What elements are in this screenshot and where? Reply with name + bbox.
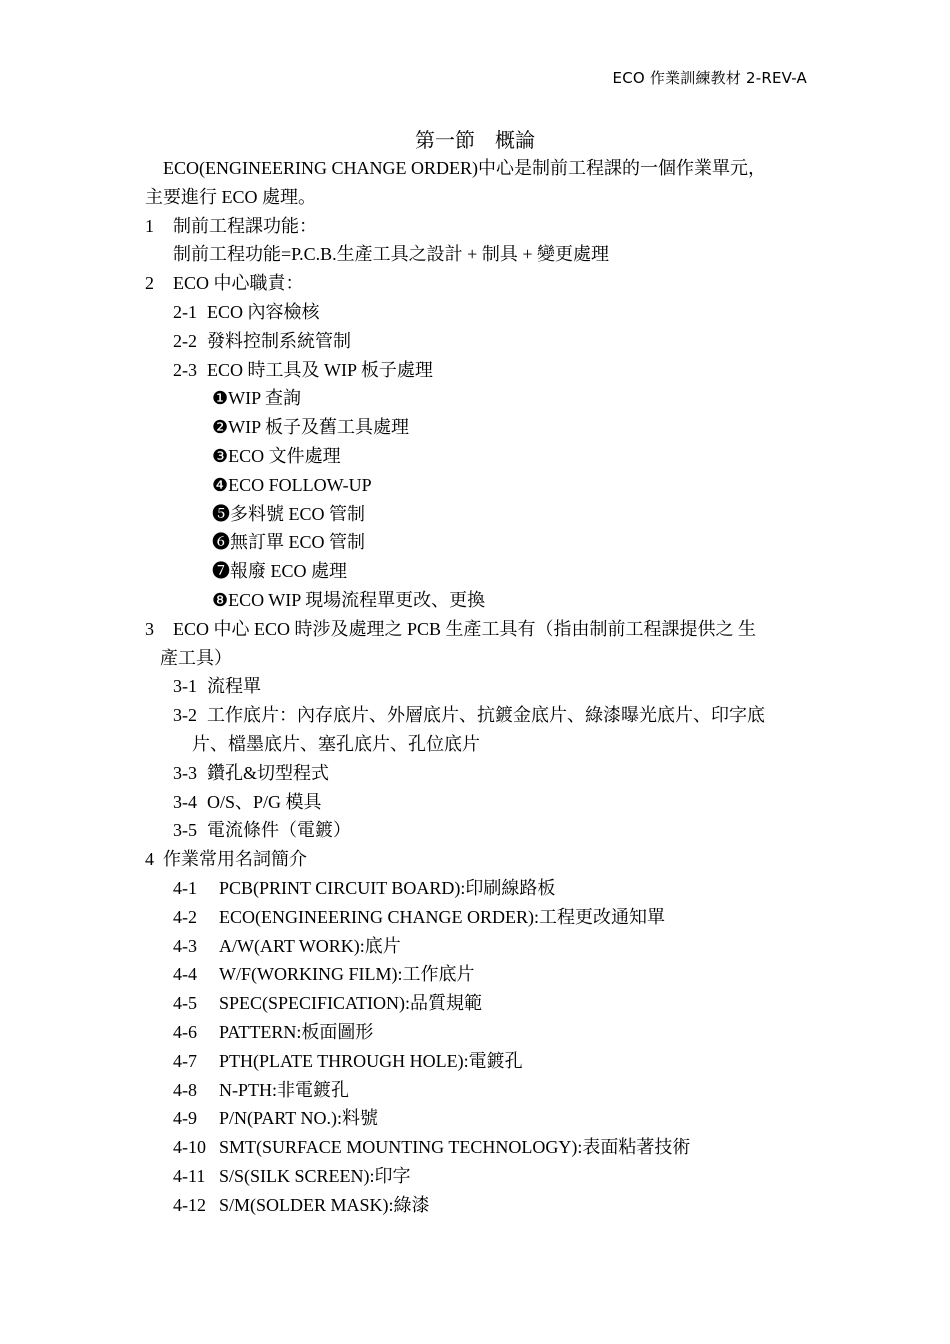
sub-list-item: ❼報廢 ECO 處理 [212, 561, 347, 582]
section-heading-text: 制前工程課功能： [173, 215, 317, 236]
section-3-heading-cont: 產工具） [160, 647, 232, 668]
section-4-heading [145, 845, 805, 874]
list-item: 3-1 流程單 [173, 676, 261, 697]
section-title: 第一節 概論 [415, 128, 535, 152]
section-heading-text: 作業常用名詞簡介 [163, 849, 307, 870]
list-item: 4-4 W/F(WORKING FILM):工作底片 [173, 964, 475, 985]
list-item: 4-9 P/N(PART NO.):料號 [173, 1108, 378, 1129]
list-item: 3-2 工作底片：內存底片、外層底片、抗鍍金底片、綠漆曝光底片、印字底 [173, 705, 765, 726]
section-heading-text: ECO 中心 ECO 時涉及處理之 PCB 生產工具有（指由制前工程課提供之 生 [173, 618, 757, 639]
list-item: 2-1 ECO 內容檢核 [173, 301, 320, 322]
sub-list-item: ❻無訂單 ECO 管制 [212, 532, 365, 553]
list-item: 3-5 電流條件（電鍍） [173, 820, 351, 841]
list-item: 3-3 鑽孔&切型程式 [173, 762, 330, 783]
list-item: 4-1 PCB(PRINT CIRCUIT BOARD):印刷線路板 [173, 877, 556, 898]
list-item: 4-12 S/M(SOLDER MASK):綠漆 [173, 1194, 430, 1215]
sub-list-item: ❷WIP 板子及舊工具處理 [212, 417, 409, 438]
section-number: 1 [145, 215, 154, 236]
list-item: 4-10 SMT(SURFACE MOUNTING TECHNOLOGY):表面粘著技術 [173, 1137, 691, 1158]
list-item: 4-2 ECO(ENGINEERING CHANGE ORDER):工程更改通知單 [173, 906, 665, 927]
sub-list-item: ❺多料號 ECO 管制 [212, 503, 365, 524]
list-item: 4-3 A/W(ART WORK):底片 [173, 935, 401, 956]
list-item: 2-2 發料控制系統管制 [173, 330, 351, 351]
section-number: 2 [145, 273, 154, 294]
list-item: 4-11 S/S(SILK SCREEN):印字 [173, 1165, 411, 1186]
section-3-heading [145, 615, 805, 644]
page-header: ECO 作業訓練教材 2-REV-A [612, 69, 807, 87]
list-item-cont: 片、檔墨底片、塞孔底片、孔位底片 [192, 733, 480, 754]
sub-list-item: ❸ECO 文件處理 [212, 445, 341, 466]
section-heading-text: ECO 中心職責： [173, 273, 304, 294]
document-body [145, 154, 805, 1219]
intro-line-2: 主要進行 ECO 處理。 [145, 186, 316, 207]
list-item: 2-3 ECO 時工具及 WIP 板子處理 [173, 359, 433, 380]
sub-list-item: ❽ECO WIP 現場流程單更改、更換 [212, 589, 486, 610]
list-item: 4-7 PTH(PLATE THROUGH HOLE):電鍍孔 [173, 1050, 523, 1071]
section-1-heading [145, 212, 805, 241]
section-2-heading [145, 269, 805, 298]
sub-list-item: ❹ECO FOLLOW-UP [212, 474, 372, 495]
section-number: 3 [145, 618, 154, 639]
list-item: 3-4 O/S、P/G 模具 [173, 791, 322, 812]
list-item: 4-6 PATTERN:板面圖形 [173, 1021, 374, 1042]
list-item: 4-5 SPEC(SPECIFICATION):品質規範 [173, 993, 483, 1014]
section-1-body: 制前工程功能=P.C.B.生產工具之設計 + 制具 + 變更處理 [173, 244, 609, 265]
list-item: 4-8 N-PTH:非電鍍孔 [173, 1079, 349, 1100]
sub-list-item: ❶WIP 查詢 [212, 388, 301, 409]
intro-line-1: ECO(ENGINEERING CHANGE ORDER)中心是制前工程課的一個作業單元， [163, 158, 766, 178]
section-number: 4 [145, 849, 154, 870]
